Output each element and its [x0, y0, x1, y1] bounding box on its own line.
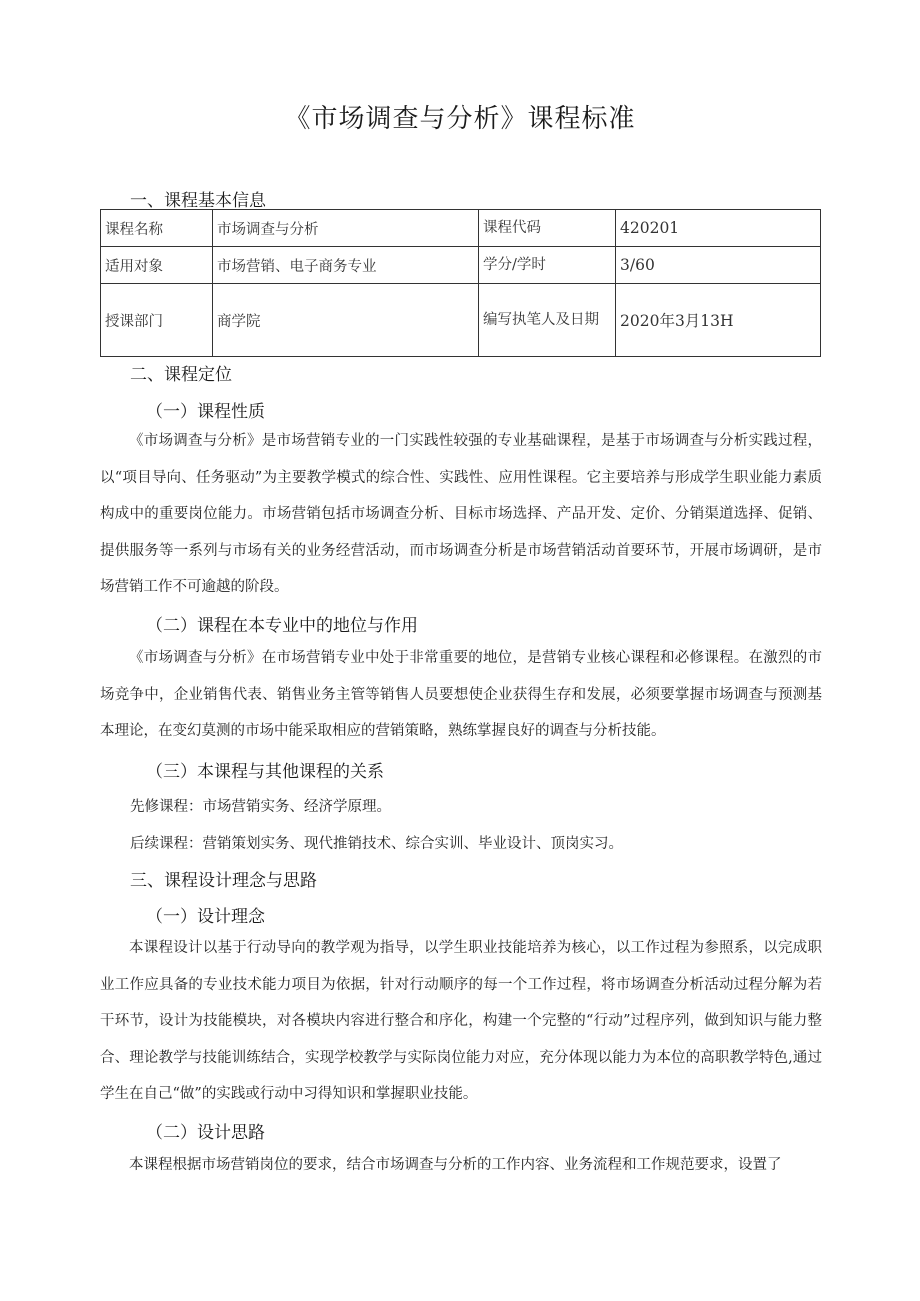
- table-row: [101, 247, 821, 284]
- table-cell: 3/60: [616, 247, 821, 284]
- table-row: [101, 284, 821, 357]
- prerequisite-courses: 先修课程：市场营销实务、经济学原理。: [130, 799, 391, 815]
- table-cell: 课程代码: [479, 210, 616, 247]
- follow-up-courses: 后续课程：营销策划实务、现代推销技术、综合实训、毕业设计、顶岗实习。: [130, 836, 623, 852]
- subheading-design-concept: （一）设计理念: [146, 907, 265, 927]
- paragraph-course-nature: 《市场调查与分析》是市场营销专业的一门实践性较强的专业基础课程，是基于市场调查与分析实践过程，以“项目导向、任务驱动”为主要教学模式的综合性、实践性、应用性课程。它主要培养与形成学生职业能力素质构成中的重要岗位能力。市场营销包括市场调查分析、目标市场选择、产品开发、定价、分销渠道选择、促销、提供服务等一系列与市场有关的业务经营活动，而市场调查分析是市场营销活动首要环节，开展市场调研，是市场营销工作不可逾越的阶段。: [100, 433, 822, 595]
- table-cell: 2020年3月13H: [616, 284, 821, 357]
- table-cell: 编写执笔人及日期: [479, 284, 616, 357]
- section-heading-positioning: 二、课程定位: [130, 365, 232, 385]
- course-info-table: [100, 209, 821, 357]
- table-cell: 学分/学时: [479, 247, 616, 284]
- document-title: 《市场调查与分析》课程标准: [284, 104, 636, 134]
- subheading-course-role: （二）课程在本专业中的地位与作用: [146, 616, 418, 636]
- table-cell: 420201: [616, 210, 821, 247]
- table-cell: 课程名称: [101, 210, 213, 247]
- paragraph-design-concept: 本课程设计以基于行动导向的教学观为指导，以学生职业技能培养为核心，以工作过程为参照系，以完成职业工作应具备的专业技术能力项目为依据，针对行动顺序的每一个工作过程，将市场调查分析活动过程分解为若干环节，设计为技能模块，对各模块内容进行整合和序化，构建一个完整的“行动”过程序列，做到知识与能力整合、理论教学与技能训练结合，实现学校教学与实际岗位能力对应，充分体现以能力为本位的高职教学特色,通过学生在自己“做”的实践或行动中习得知识和掌握职业技能。: [100, 940, 822, 1102]
- table-row: [101, 210, 821, 247]
- table-cell: 市场营销、电子商务专业: [213, 247, 479, 284]
- section-heading-design: 三、课程设计理念与思路: [130, 871, 317, 891]
- paragraph-course-role: 《市场调查与分析》在市场营销专业中处于非常重要的地位，是营销专业核心课程和必修课程。在激烈的市场竞争中，企业销售代表、销售业务主管等销售人员要想使企业获得生存和发展，必须要掌握市场调查与预测基本理论，在变幻莫测的市场中能采取相应的营销策略，熟练掌握良好的调查与分析技能。: [100, 650, 822, 739]
- table-cell: 市场调查与分析: [213, 210, 479, 247]
- section-heading-basic-info: 一、课程基本信息: [130, 191, 266, 211]
- table-cell: 商学院: [213, 284, 479, 357]
- subheading-course-nature: （一）课程性质: [146, 402, 265, 422]
- subheading-course-relations: （三）本课程与其他课程的关系: [146, 762, 384, 782]
- table-cell: 授课部门: [101, 284, 213, 357]
- table-cell: 适用对象: [101, 247, 213, 284]
- subheading-design-approach: （二）设计思路: [146, 1123, 265, 1143]
- paragraph-design-approach: 本课程根据市场营销岗位的要求，结合市场调查与分析的工作内容、业务流程和工作规范要求，设置了: [129, 1157, 782, 1173]
